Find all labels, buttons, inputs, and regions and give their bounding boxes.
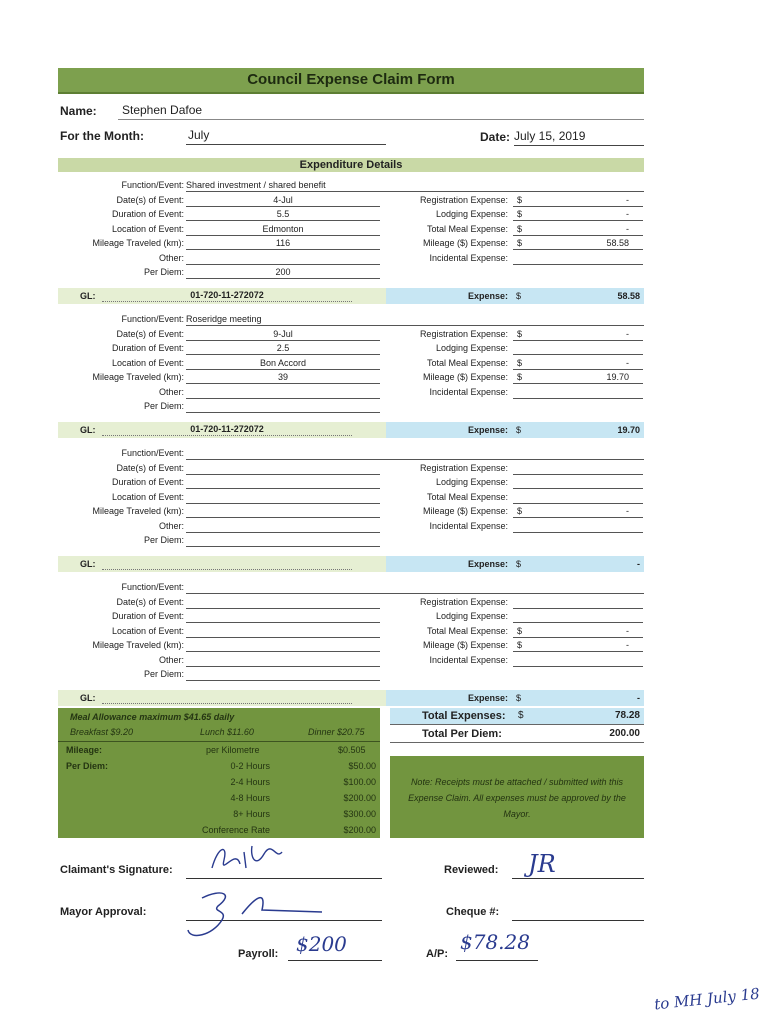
event-1-perdiem-field[interactable] xyxy=(186,266,380,279)
allowance-divider xyxy=(58,741,380,742)
name-field[interactable] xyxy=(118,103,644,120)
event-1-location-field[interactable] xyxy=(186,223,380,236)
date-label: Date: xyxy=(480,130,511,144)
event-3-lodging-field[interactable] xyxy=(513,476,643,489)
perdiem-row-5-value: $200.00 xyxy=(343,825,376,835)
event-1-duration-field[interactable] xyxy=(186,208,380,221)
event-3-mileage_exp-label: Mileage ($) Expense: xyxy=(422,506,508,516)
event-4-registration-label: Registration Expense: xyxy=(419,596,508,607)
event-1-mileage_exp-field[interactable] xyxy=(513,237,643,250)
mayor-approval-label: Mayor Approval: xyxy=(60,906,147,918)
event-3-expense-label: Expense: xyxy=(468,559,509,569)
form-title: Council Expense Claim Form xyxy=(58,68,644,94)
event-3-function-label: Function/Event: xyxy=(121,448,184,458)
perdiem-row-3-value: $200.00 xyxy=(343,793,376,803)
event-2-mileage_exp-field[interactable] xyxy=(513,371,643,384)
event-1-mileage_exp-label: Mileage ($) Expense: xyxy=(422,238,508,248)
event-1-lodging-dollar: $ xyxy=(517,209,523,219)
event-3-mileage_exp-value: - xyxy=(626,506,629,516)
event-3-registration-field[interactable] xyxy=(513,462,643,475)
event-3-expense-cell xyxy=(386,556,644,572)
event-1-perdiem-value: 200 xyxy=(275,267,291,277)
event-1-duration-value: 5.5 xyxy=(276,209,290,219)
dinner-rate: Dinner $20.75 xyxy=(308,727,365,737)
event-3-other-label: Other: xyxy=(158,520,184,531)
event-3-dates-field[interactable] xyxy=(186,462,380,475)
event-1-lodging-value: - xyxy=(626,209,629,219)
event-1-meal-dollar: $ xyxy=(517,223,523,234)
event-1-other-label: Other: xyxy=(158,252,184,263)
perdiem-row-4-label: 8+ Hours xyxy=(233,809,270,819)
event-2-perdiem-label: Per Diem: xyxy=(143,401,184,411)
event-4-duration-label: Duration of Event: xyxy=(111,611,184,621)
event-1-registration-field[interactable] xyxy=(513,194,643,207)
event-2-registration-label: Registration Expense: xyxy=(419,328,508,339)
event-4-duration-field[interactable] xyxy=(186,610,380,623)
event-4-expense-dollar: $ xyxy=(516,693,522,703)
event-2-expense-dollar: $ xyxy=(516,425,522,435)
event-2-incidental-label: Incidental Expense: xyxy=(429,386,508,397)
meal-allowance-title: Meal Allowance maximum $41.65 daily xyxy=(70,712,235,722)
event-2-mileage-label: Mileage Traveled (km): xyxy=(92,372,184,382)
event-1-incidental-label: Incidental Expense: xyxy=(429,252,508,263)
event-3-mileage-label: Mileage Traveled (km): xyxy=(92,506,184,516)
event-2-location-field[interactable] xyxy=(186,357,380,370)
event-2-meal-dollar: $ xyxy=(517,357,523,368)
event-2-registration-value: - xyxy=(626,328,629,339)
event-1-lodging-field[interactable] xyxy=(513,208,643,221)
event-1-incidental-field[interactable] xyxy=(513,252,643,265)
event-2-function-label: Function/Event: xyxy=(121,314,184,324)
total-perdiem-value: 200.00 xyxy=(609,728,640,739)
note-panel xyxy=(390,756,644,838)
event-2-function-value: Roseridge meeting xyxy=(186,314,262,324)
event-1-location-value: Edmonton xyxy=(262,223,304,234)
event-2-mileage_exp-label: Mileage ($) Expense: xyxy=(422,372,508,382)
event-2-location-value: Bon Accord xyxy=(259,357,307,368)
event-1-expense-dollar: $ xyxy=(516,291,522,301)
month-label: For the Month: xyxy=(60,129,144,143)
event-1-meal-label: Total Meal Expense: xyxy=(426,223,508,234)
event-4-mileage-field[interactable] xyxy=(186,639,380,652)
event-1-gl-label: GL: xyxy=(80,291,96,301)
event-1-gl-row xyxy=(58,288,644,304)
event-4-incidental-label: Incidental Expense: xyxy=(429,654,508,665)
event-4-lodging-label: Lodging Expense: xyxy=(435,611,508,621)
event-1-meal-value: - xyxy=(626,223,629,234)
perdiem-allowance-label: Per Diem: xyxy=(66,761,109,771)
event-3-expense-dollar: $ xyxy=(516,559,522,569)
event-2-expense-value: 19.70 xyxy=(617,425,640,435)
event-4-mileage_exp-dollar: $ xyxy=(517,640,523,650)
event-3-gl-cell xyxy=(58,556,386,572)
event-3-mileage_exp-field[interactable] xyxy=(513,505,643,518)
event-2-dates-field[interactable] xyxy=(186,328,380,341)
event-1-function-field[interactable] xyxy=(186,179,644,192)
event-3-duration-label: Duration of Event: xyxy=(111,477,184,487)
reviewed-label: Reviewed: xyxy=(444,864,499,876)
month-value: July xyxy=(188,128,210,142)
event-3-incidental-label: Incidental Expense: xyxy=(429,520,508,531)
event-1-expense-label: Expense: xyxy=(468,291,509,301)
name-label: Name: xyxy=(60,104,97,118)
event-1-location-label: Location of Event: xyxy=(111,223,184,234)
event-1-mileage-value: 116 xyxy=(275,238,291,248)
event-4-registration-field[interactable] xyxy=(513,596,643,609)
breakfast-rate: Breakfast $9.20 xyxy=(70,727,134,737)
event-1-perdiem-label: Per Diem: xyxy=(143,267,184,277)
event-4-location-field[interactable] xyxy=(186,625,380,638)
event-2-meal-label: Total Meal Expense: xyxy=(426,357,508,368)
event-4-lodging-field[interactable] xyxy=(513,610,643,623)
event-3-expense-value: - xyxy=(637,559,640,569)
event-3-lodging-label: Lodging Expense: xyxy=(435,477,508,487)
event-1-gl-code[interactable]: 01-720-11-272072 xyxy=(102,289,352,302)
event-4-mileage_exp-value: - xyxy=(626,640,629,650)
event-4-meal-field[interactable] xyxy=(513,625,643,638)
event-4-perdiem-field[interactable] xyxy=(186,668,380,681)
event-3-gl-row xyxy=(58,556,644,572)
event-2-mileage-value: 39 xyxy=(277,372,288,382)
event-4-function-label: Function/Event: xyxy=(121,582,184,592)
event-3-dates-label: Date(s) of Event: xyxy=(116,462,184,473)
event-1-dates-field[interactable] xyxy=(186,194,380,207)
event-1-registration-label: Registration Expense: xyxy=(419,194,508,205)
total-perdiem-label: Total Per Diem: xyxy=(422,728,502,740)
event-2-registration-field[interactable] xyxy=(513,328,643,341)
perdiem-row-1-label: 0-2 Hours xyxy=(230,761,270,771)
perdiem-row-5-label: Conference Rate xyxy=(201,825,270,835)
event-2-other-label: Other: xyxy=(158,386,184,397)
event-2-lodging-field[interactable] xyxy=(513,342,643,355)
event-2-lodging-label: Lodging Expense: xyxy=(435,343,508,353)
event-2-mileage_exp-dollar: $ xyxy=(517,372,523,382)
perdiem-row-1-value: $50.00 xyxy=(348,761,376,771)
total-dollar: $ xyxy=(518,710,524,721)
event-2-dates-value: 9-Jul xyxy=(273,328,293,339)
event-4-gl-cell xyxy=(58,690,386,706)
event-3-gl-label: GL: xyxy=(80,559,96,569)
event-4-gl-code[interactable] xyxy=(102,691,352,704)
event-4-mileage_exp-field[interactable] xyxy=(513,639,643,652)
event-1-function-label: Function/Event: xyxy=(121,180,184,190)
event-3-function-field[interactable] xyxy=(186,447,644,460)
event-3-mileage_exp-dollar: $ xyxy=(517,506,523,516)
claimant-signature-label: Claimant's Signature: xyxy=(60,864,173,876)
event-3-incidental-field[interactable] xyxy=(513,520,643,533)
perdiem-row-2-label: 2-4 Hours xyxy=(230,777,270,787)
event-2-duration-label: Duration of Event: xyxy=(111,343,184,353)
event-2-gl-label: GL: xyxy=(80,425,96,435)
event-4-meal-dollar: $ xyxy=(517,625,523,636)
event-1-dates-value: 4-Jul xyxy=(273,194,293,205)
event-1-meal-field[interactable] xyxy=(513,223,643,236)
event-3-perdiem-field[interactable] xyxy=(186,534,380,547)
event-4-other-field[interactable] xyxy=(186,654,380,667)
event-3-meal-field[interactable] xyxy=(513,491,643,504)
event-2-mileage-field[interactable] xyxy=(186,371,380,384)
event-3-meal-label: Total Meal Expense: xyxy=(426,491,508,502)
event-1-dates-label: Date(s) of Event: xyxy=(116,194,184,205)
event-1-function-value: Shared investment / shared benefit xyxy=(186,180,326,190)
event-4-expense-label: Expense: xyxy=(468,693,509,703)
date-value: July 15, 2019 xyxy=(514,129,586,143)
ap-label: A/P: xyxy=(426,948,448,960)
perdiem-row-3-label: 4-8 Hours xyxy=(230,793,270,803)
perdiem-row-2-value: $100.00 xyxy=(343,777,376,787)
event-4-expense-value: - xyxy=(637,693,640,703)
event-3-gl-code[interactable] xyxy=(102,557,352,570)
payroll-amount: $200 xyxy=(296,932,347,956)
event-4-gl-row xyxy=(58,690,644,706)
event-1-other-field[interactable] xyxy=(186,252,380,265)
event-3-location-label: Location of Event: xyxy=(111,491,184,502)
event-4-dates-field[interactable] xyxy=(186,596,380,609)
event-1-registration-value: - xyxy=(626,194,629,205)
event-2-dates-label: Date(s) of Event: xyxy=(116,328,184,339)
expenditure-details-header: Expenditure Details xyxy=(58,158,644,172)
reviewed-initials: JR xyxy=(528,850,556,878)
claimant-signature-mark xyxy=(206,838,286,874)
event-4-meal-label: Total Meal Expense: xyxy=(426,625,508,636)
event-1-lodging-label: Lodging Expense: xyxy=(435,209,508,219)
event-4-meal-value: - xyxy=(626,625,629,636)
mileage-rate-value: $0.505 xyxy=(338,745,366,755)
perdiem-row-4-value: $300.00 xyxy=(343,809,376,819)
event-2-function-field[interactable] xyxy=(186,313,644,326)
event-4-dates-label: Date(s) of Event: xyxy=(116,596,184,607)
event-4-perdiem-label: Per Diem: xyxy=(143,669,184,679)
event-3-other-field[interactable] xyxy=(186,520,380,533)
event-4-incidental-field[interactable] xyxy=(513,654,643,667)
event-2-duration-value: 2.5 xyxy=(276,343,290,353)
event-2-expense-label: Expense: xyxy=(468,425,509,435)
event-4-gl-label: GL: xyxy=(80,693,96,703)
event-3-registration-label: Registration Expense: xyxy=(419,462,508,473)
event-4-expense-cell xyxy=(386,690,644,706)
event-2-gl-row xyxy=(58,422,644,438)
event-4-mileage-label: Mileage Traveled (km): xyxy=(92,640,184,650)
event-2-perdiem-field[interactable] xyxy=(186,400,380,413)
cheque-field[interactable] xyxy=(512,906,644,921)
event-3-location-field[interactable] xyxy=(186,491,380,504)
event-3-mileage-field[interactable] xyxy=(186,505,380,518)
event-1-mileage_exp-value: 58.58 xyxy=(606,238,629,248)
event-2-duration-field[interactable] xyxy=(186,342,380,355)
event-2-gl-code[interactable]: 01-720-11-272072 xyxy=(102,423,352,436)
name-value: Stephen Dafoe xyxy=(122,103,203,117)
event-2-gl-cell xyxy=(58,422,386,438)
payroll-label: Payroll: xyxy=(238,948,279,960)
mileage-rate-label: per Kilometre xyxy=(206,745,260,755)
event-2-location-label: Location of Event: xyxy=(111,357,184,368)
routing-note: to MH July 18 xyxy=(653,984,761,1014)
total-expenses-label: Total Expenses: xyxy=(422,710,506,722)
lunch-rate: Lunch $11.60 xyxy=(200,727,254,737)
total-expenses-value: 78.28 xyxy=(614,710,640,721)
event-4-mileage_exp-label: Mileage ($) Expense: xyxy=(422,640,508,650)
event-1-mileage-field[interactable] xyxy=(186,237,380,250)
event-2-mileage_exp-value: 19.70 xyxy=(606,372,629,382)
event-3-perdiem-label: Per Diem: xyxy=(143,535,184,545)
event-1-mileage-label: Mileage Traveled (km): xyxy=(92,238,184,248)
event-2-registration-dollar: $ xyxy=(517,328,523,339)
mileage-allowance-label: Mileage: xyxy=(66,745,103,755)
event-1-duration-label: Duration of Event: xyxy=(111,209,184,219)
event-1-mileage_exp-dollar: $ xyxy=(517,238,523,248)
event-2-meal-field[interactable] xyxy=(513,357,643,370)
event-4-other-label: Other: xyxy=(158,654,184,665)
event-4-function-field[interactable] xyxy=(186,581,644,594)
month-field[interactable] xyxy=(186,128,386,145)
event-1-expense-value: 58.58 xyxy=(617,291,640,301)
event-1-registration-dollar: $ xyxy=(517,194,523,205)
total-perdiem-row xyxy=(390,726,644,743)
event-2-incidental-field[interactable] xyxy=(513,386,643,399)
event-3-duration-field[interactable] xyxy=(186,476,380,489)
receipt-note: Note: Receipts must be attached / submitted with this Expense Claim. All expenses must be approved by the Mayor. xyxy=(408,777,626,819)
date-field[interactable] xyxy=(514,129,644,146)
event-1-gl-cell xyxy=(58,288,386,304)
ap-amount: $78.28 xyxy=(460,930,530,954)
event-4-location-label: Location of Event: xyxy=(111,625,184,636)
event-2-meal-value: - xyxy=(626,357,629,368)
total-expenses-row xyxy=(390,708,644,725)
event-2-other-field[interactable] xyxy=(186,386,380,399)
cheque-label: Cheque #: xyxy=(446,906,500,918)
event-1-expense-cell xyxy=(386,288,644,304)
event-2-expense-cell xyxy=(386,422,644,438)
